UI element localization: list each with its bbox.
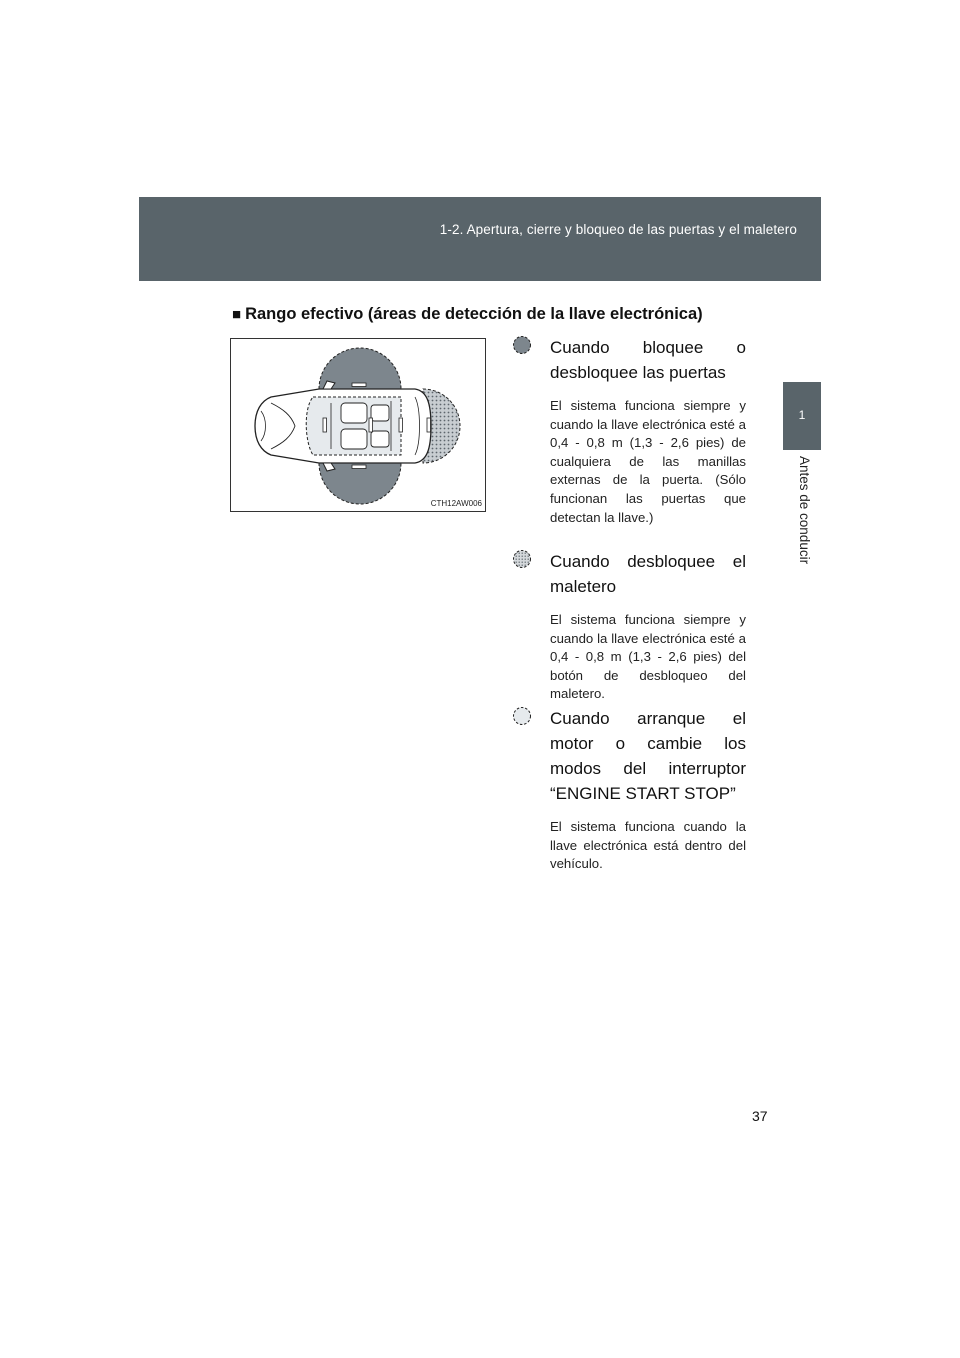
- antenna-rear: [399, 418, 403, 432]
- antenna-door-bottom: [352, 465, 366, 469]
- chapter-tab: [783, 382, 821, 450]
- antenna-center: [369, 418, 373, 432]
- dotted-circle-icon: [512, 549, 532, 569]
- door-lock-item: [512, 335, 746, 527]
- chapter-label: Antes de conducir: [797, 456, 812, 565]
- light-circle-icon: [512, 706, 532, 726]
- chapter-number: 1: [798, 408, 806, 422]
- breadcrumb: 1-2. Apertura, cierre y bloqueo de las puertas y el maletero: [439, 222, 797, 237]
- engine-start-item: [512, 706, 746, 874]
- trunk-unlock-item: [512, 549, 746, 704]
- item-body: El sistema funciona cuando la llave electrónica está dentro del vehículo.: [550, 819, 746, 872]
- section-title: [232, 305, 703, 324]
- item-body: El sistema funciona siempre y cuando la llave electrónica esté a 0,4 - 0,8 m (1,3 - 2,6 pies) del botón de desbloqueo del maletero.: [550, 612, 746, 702]
- dark-filled-circle-icon: [512, 335, 532, 355]
- chapter-header: [139, 197, 821, 281]
- item-title: Cuando desbloquee el maletero: [550, 552, 746, 596]
- detection-area-figure: [230, 338, 486, 512]
- antenna-door-top: [352, 383, 366, 387]
- item-title: Cuando bloquee o desbloquee las puertas: [550, 338, 746, 382]
- square-bullet-icon: ■: [232, 306, 242, 323]
- antenna-front: [323, 418, 327, 432]
- section-title-text: Rango efectivo (áreas de detección de la llave electrónica): [245, 305, 703, 323]
- antenna-bumper: [427, 418, 431, 432]
- car-detection-diagram: [231, 339, 485, 511]
- item-body: El sistema funciona siempre y cuando la llave electrónica esté a 0,4 - 0,8 m (1,3 - 2,6 pies) de cualquiera de las manillas externas de la puerta. (Sólo funcionan las puertas que detectan la llave.): [550, 398, 746, 525]
- figure-code: CTH12AW006: [430, 499, 482, 508]
- item-title: Cuando arranque el motor o cambie los modos del interruptor “ENGINE START STOP”: [550, 709, 746, 803]
- page-number: 37: [752, 1108, 768, 1124]
